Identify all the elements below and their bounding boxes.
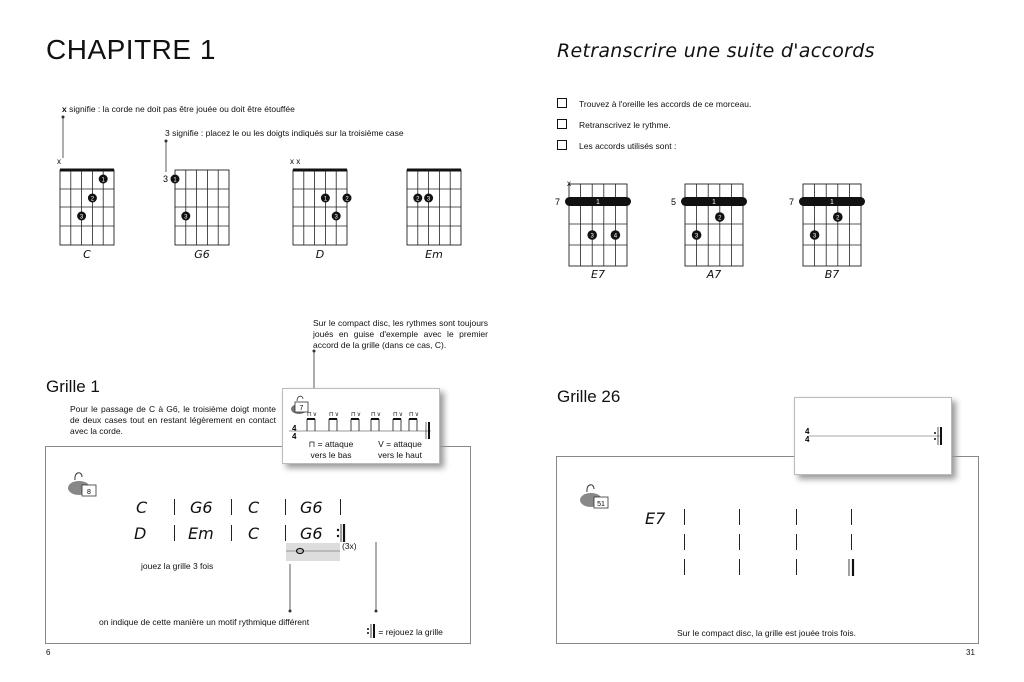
end-bar (848, 559, 856, 576)
grid-chord: C (136, 498, 148, 517)
bar-line (684, 559, 685, 575)
bar-line (684, 534, 685, 550)
cd-note-pointer (308, 348, 320, 390)
checkbox-icon (557, 119, 567, 129)
svg-text:3: 3 (184, 214, 188, 221)
rhythm-note-pointer (284, 562, 296, 614)
checklist-text: Les accords utilisés sont : (579, 141, 677, 151)
bar-line (739, 509, 740, 525)
page-number-right: 31 (966, 648, 975, 657)
replay-legend (366, 624, 443, 638)
track-number: 8 (87, 489, 91, 496)
bar-line (739, 534, 740, 550)
repeat-sign-icon (366, 624, 376, 638)
bar-line (174, 499, 175, 515)
bar-line (231, 525, 232, 541)
bar-line (684, 509, 685, 525)
grid-chord: G6 (300, 498, 323, 517)
bar-line (796, 509, 797, 525)
svg-text:4: 4 (805, 435, 810, 444)
play-3-times: jouez la grille 3 fois (141, 561, 214, 571)
svg-text:3: 3 (426, 196, 431, 203)
grille-26-title: Grille 26 (557, 387, 621, 406)
finger-3: 3 (79, 214, 84, 221)
svg-text:⊓ v: ⊓ v (351, 412, 361, 418)
bar-line (340, 499, 341, 515)
chord-name-b7: B7 (824, 268, 840, 281)
legend-x-symbol: x (62, 104, 67, 114)
repeat-count: (3x) (342, 541, 357, 551)
svg-text:1: 1 (323, 196, 328, 203)
svg-text:2: 2 (836, 215, 840, 222)
cd-icon (578, 480, 612, 512)
chord-g6-diagram (163, 170, 229, 245)
svg-text:2: 2 (345, 196, 349, 203)
attack-down-text: = attaque vers le bas (310, 439, 354, 460)
svg-text:⊓ v: ⊓ v (307, 412, 317, 418)
svg-text:4: 4 (292, 432, 297, 441)
bar-line (851, 534, 852, 550)
page-number-left: 6 (46, 648, 51, 657)
replay-text: = rejouez la grille (378, 627, 443, 637)
legend-3: 3 signifie : placez le ou les doigts indiqués sur la troisième case (165, 128, 404, 138)
bar-line (174, 525, 175, 541)
finger-2: 2 (90, 196, 95, 203)
legend-x (62, 104, 295, 115)
checklist-text: Retranscrivez le rythme. (579, 120, 671, 130)
attack-down-legend: ⊓ = attaque vers le bas (308, 439, 354, 460)
grid-chord-e7: E7 (645, 509, 666, 528)
svg-text:3: 3 (334, 214, 338, 221)
checklist-item (557, 119, 671, 131)
chord-e7-fret: 7 (555, 197, 561, 207)
chord-a7-diagram (671, 184, 747, 266)
svg-text:⊓ v: ⊓ v (393, 412, 403, 418)
svg-text:2: 2 (416, 196, 420, 203)
attack-up-legend: V = attaque vers le haut (378, 439, 422, 460)
chapter-title: CHAPITRE 1 (46, 34, 216, 65)
cd-icon (66, 468, 100, 500)
cd-note: Sur le compact disc, les rythmes sont toujours joués en guise d'exemple avec le premier accord de la grille (dans ce cas, C). (313, 318, 488, 350)
svg-text:4: 4 (292, 424, 297, 433)
svg-text:⊓ v: ⊓ v (329, 412, 339, 418)
grille-1-box (45, 446, 471, 644)
attack-up-text: = attaque vers le haut (378, 439, 422, 460)
chord-name-em: Em (425, 248, 443, 261)
chord-b7-diagram (789, 184, 865, 266)
chord-name-g6: G6 (194, 248, 210, 261)
bar-line (285, 499, 286, 515)
checkbox-icon (557, 140, 567, 150)
grid-chord: C (248, 524, 260, 543)
right-chord-diagrams (555, 172, 875, 272)
chord-em-diagram (407, 170, 461, 245)
rhythm-track-number: 7 (299, 405, 304, 412)
checklist-text: Trouvez à l'oreille les accords de ce morceau. (579, 99, 752, 109)
chord-d-diagram (290, 157, 352, 245)
bar-line (739, 559, 740, 575)
replay-pointer (370, 540, 382, 614)
chord-b7-fret: 7 (789, 197, 795, 207)
chord-e7-diagram (555, 179, 631, 266)
grid-chord: C (248, 498, 260, 517)
track-number: 51 (597, 501, 605, 508)
chord-g6-fret: 3 (163, 174, 169, 184)
grid-chord: G6 (190, 498, 213, 517)
right-title: Retranscrire une suite d'accords (557, 40, 875, 62)
svg-text:3: 3 (812, 233, 817, 240)
svg-text:4: 4 (613, 233, 618, 240)
grid-chord: D (134, 524, 147, 543)
chord-c-mute-mark: x (57, 157, 61, 166)
svg-text:⊓ v: ⊓ v (409, 412, 419, 418)
grille-1-title: Grille 1 (46, 377, 100, 396)
svg-text:2: 2 (718, 215, 722, 222)
chord-name-d: D (315, 248, 325, 261)
grille-1-description: Pour le passage de C à G6, le troisième doigt monte de deux cases tout en restant légèrement en contact avec la corde. (70, 404, 276, 436)
finger-1: 1 (101, 177, 105, 184)
empty-staff (795, 398, 951, 474)
checklist-item (557, 98, 751, 110)
bar-line (285, 525, 286, 541)
grid-chord: Em (188, 524, 214, 543)
grid-chord: G6 (300, 524, 323, 543)
repeat-end-sign (336, 524, 346, 542)
bar-line (851, 509, 852, 525)
chord-a7-fret: 5 (671, 197, 677, 207)
rhythm-highlight (286, 543, 340, 561)
bar-line (796, 534, 797, 550)
bar-line (796, 559, 797, 575)
svg-text:4: 4 (805, 427, 810, 436)
svg-text:3: 3 (590, 233, 594, 240)
rhythm-popup-empty (794, 397, 952, 475)
chord-name-a7: A7 (706, 268, 722, 281)
chord-name-c: C (83, 248, 91, 261)
chord-c-diagram (57, 157, 114, 245)
checklist-item (557, 140, 676, 152)
checkbox-icon (557, 98, 567, 108)
svg-text:1: 1 (173, 177, 177, 184)
svg-text:⊓ v: ⊓ v (371, 412, 381, 418)
svg-text:3: 3 (694, 233, 699, 240)
left-chord-diagrams (50, 150, 490, 250)
chord-name-e7: E7 (591, 268, 605, 281)
right-cd-note: Sur le compact disc, la grille est jouée trois fois. (676, 628, 857, 638)
bar-line (231, 499, 232, 515)
chord-d-mute-marks: x x (290, 157, 301, 166)
rhythm-note: on indique de cette manière un motif rythmique différent (99, 617, 310, 627)
grille-26-box (556, 456, 979, 644)
rhythm-popup (282, 388, 440, 464)
legend-x-text: signifie : la corde ne doit pas être jouée ou doit être étouffée (69, 104, 295, 114)
chord-e7-mute-mark: x (567, 179, 571, 188)
